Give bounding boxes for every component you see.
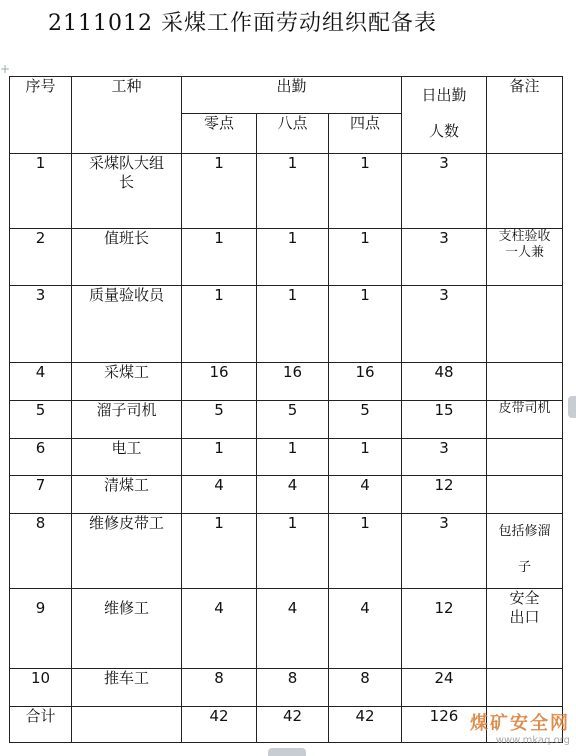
- cell-shift-zero: 1: [182, 514, 257, 589]
- cell-daily-total: 3: [402, 439, 487, 476]
- cell-shift-zero: 5: [182, 401, 257, 439]
- site-watermark: [470, 709, 570, 746]
- table-row: [10, 439, 563, 476]
- cell-total-shift-zero: 42: [182, 707, 257, 743]
- cell-total-shift-four: 42: [329, 707, 402, 743]
- cell-shift-zero: 1: [182, 154, 257, 229]
- cell-shift-eight: 1: [257, 439, 329, 476]
- table-row: [10, 229, 563, 286]
- header-shift-four: 四点: [329, 114, 402, 154]
- document-title: 2111012 采煤工作面劳动组织配备表: [48, 11, 437, 36]
- cell-seq: 8: [10, 514, 72, 589]
- cell-note: [487, 229, 563, 286]
- cell-seq: 9: [10, 589, 72, 669]
- note-text: 支柱验收一人兼: [498, 229, 551, 261]
- cell-seq: 6: [10, 439, 72, 476]
- header-daily-line1: 日出勤: [421, 86, 467, 104]
- cell-shift-four: 5: [329, 401, 402, 439]
- cell-shift-eight: 4: [257, 476, 329, 514]
- cell-shift-eight: 5: [257, 401, 329, 439]
- cell-seq: 4: [10, 363, 72, 401]
- cell-job: [72, 707, 182, 743]
- cell-shift-eight: 8: [257, 669, 329, 707]
- cell-daily-total: 12: [402, 589, 487, 669]
- table-row: [10, 401, 563, 439]
- cell-shift-zero: 8: [182, 669, 257, 707]
- cell-shift-zero: 1: [182, 439, 257, 476]
- cell-seq: 7: [10, 476, 72, 514]
- header-daily-line2: 人数: [428, 122, 459, 140]
- cell-shift-zero: 16: [182, 363, 257, 401]
- header-daily-count: [402, 77, 487, 154]
- cell-shift-four: 16: [329, 363, 402, 401]
- cell-daily-total: 3: [402, 286, 487, 363]
- cell-daily-total: 12: [402, 476, 487, 514]
- cell-seq: 1: [10, 154, 72, 229]
- cell-total-label: 合计: [10, 707, 72, 743]
- cell-shift-zero: 1: [182, 229, 257, 286]
- cell-grand-total: 126: [402, 707, 487, 743]
- table-row: [10, 363, 563, 401]
- cell-daily-total: 3: [402, 154, 487, 229]
- cell-shift-four: 1: [329, 439, 402, 476]
- cell-shift-eight: 1: [257, 154, 329, 229]
- table-row: [10, 286, 563, 363]
- labor-organization-table: [9, 76, 563, 743]
- cell-shift-four: 4: [329, 476, 402, 514]
- cell-shift-eight: 1: [257, 229, 329, 286]
- cell-job: 值班长: [72, 229, 182, 286]
- cell-job: [72, 286, 182, 363]
- cell-note: [487, 669, 563, 707]
- header-attendance: 出勤: [182, 77, 402, 114]
- cell-note: [487, 154, 563, 229]
- page-scroll-handle-bottom[interactable]: [268, 748, 306, 756]
- cell-seq: 2: [10, 229, 72, 286]
- cell-shift-eight: 1: [257, 286, 329, 363]
- cell-note: [487, 589, 563, 669]
- cell-shift-four: 1: [329, 514, 402, 589]
- cell-seq: 3: [10, 286, 72, 363]
- cell-shift-zero: 4: [182, 589, 257, 669]
- note-text: 安全出口: [509, 589, 540, 626]
- cell-note: [487, 286, 563, 363]
- watermark-logo-text: 煤矿安全网: [470, 713, 570, 734]
- job-text: 采煤队大组长: [88, 154, 164, 191]
- header-job: 工种: [72, 77, 182, 154]
- cell-shift-eight: 16: [257, 363, 329, 401]
- header-notes: 备注: [487, 77, 563, 154]
- cell-daily-total: 3: [402, 514, 487, 589]
- cell-shift-four: 4: [329, 589, 402, 669]
- cell-shift-four: 1: [329, 229, 402, 286]
- cell-shift-eight: 1: [257, 514, 329, 589]
- cell-job: 电工: [72, 439, 182, 476]
- cell-note: [487, 401, 563, 439]
- cell-note: [487, 514, 563, 589]
- header-seq: 序号: [10, 77, 72, 154]
- cell-note: [487, 363, 563, 401]
- cell-shift-zero: 1: [182, 286, 257, 363]
- cell-job: 维修工: [72, 589, 182, 669]
- header-shift-eight: 八点: [257, 114, 329, 154]
- cell-job: 清煤工: [72, 476, 182, 514]
- cell-note: [487, 439, 563, 476]
- cell-job: [72, 514, 182, 589]
- table-row: [10, 589, 563, 669]
- cell-shift-eight: 4: [257, 589, 329, 669]
- cell-daily-total: 24: [402, 669, 487, 707]
- table-row: [10, 669, 563, 707]
- cell-shift-four: 1: [329, 286, 402, 363]
- cell-seq: 5: [10, 401, 72, 439]
- cell-shift-four: 1: [329, 154, 402, 229]
- job-text: 维修皮带工: [88, 514, 164, 532]
- cell-total-shift-eight: 42: [257, 707, 329, 743]
- table-row: [10, 476, 563, 514]
- cell-job: [72, 154, 182, 229]
- header-shift-zero: 零点: [182, 114, 257, 154]
- table-row: [10, 154, 563, 229]
- cell-shift-zero: 4: [182, 476, 257, 514]
- cell-daily-total: 15: [402, 401, 487, 439]
- cell-job: 推车工: [72, 669, 182, 707]
- page-scroll-handle-right[interactable]: [568, 396, 576, 418]
- cell-note: [487, 476, 563, 514]
- cell-seq: 10: [10, 669, 72, 707]
- job-text: 质量验收员: [88, 286, 164, 304]
- cell-job: 采煤工: [72, 363, 182, 401]
- cell-shift-four: 8: [329, 669, 402, 707]
- table-row: [10, 514, 563, 589]
- watermark-url: www.mkaq.org: [495, 735, 570, 746]
- note-text: 包括修溜子: [498, 524, 551, 575]
- page-corner-mark: +: [0, 62, 11, 76]
- cell-daily-total: 48: [402, 363, 487, 401]
- cell-daily-total: 3: [402, 229, 487, 286]
- note-text: 皮带司机: [498, 401, 551, 416]
- cell-job: 溜子司机: [72, 401, 182, 439]
